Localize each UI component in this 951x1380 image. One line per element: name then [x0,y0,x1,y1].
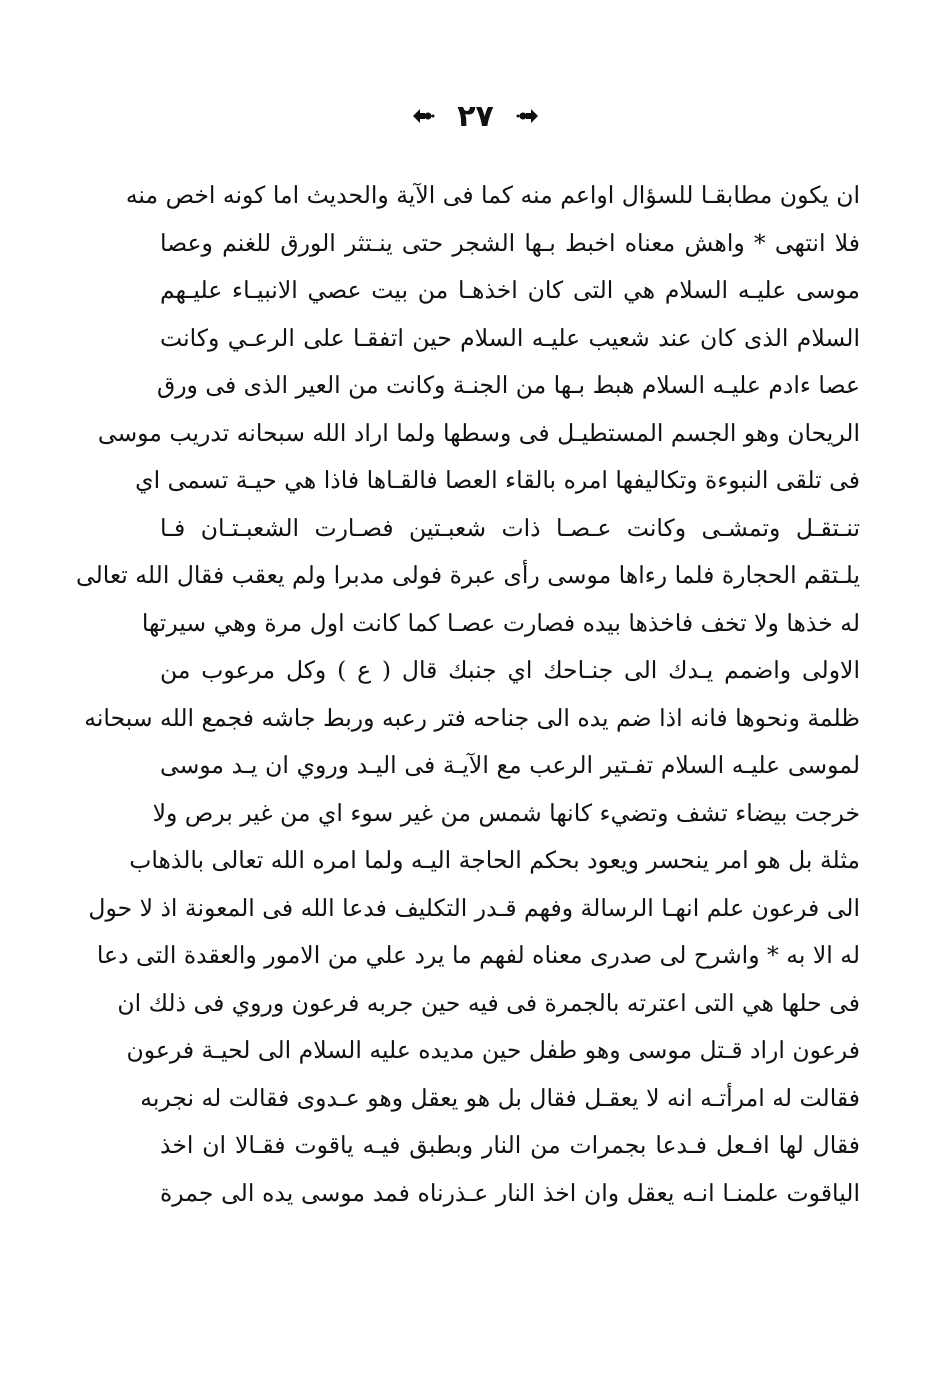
text-line: خرجت بيضاء تشف وتضيء كانها شمس من غير سوء اي من غير برص ولا [152,798,860,827]
page-header [0,96,951,136]
page-number: ٢٧ [457,98,494,134]
text-line: عصا ءادم عليـه السلام هبط بـها من الجنـة وكانت من العير الذى فى ورق [156,371,860,399]
text-line: لموسى عليـه السلام تفـتير الرعب مع الآيـة فى اليـد وروي ان يـد موسى [160,751,860,779]
text-line: الريحان وهو الجسم المستطيـل فى وسطها ولما اراد الله سبحانه تدريب موسى [97,418,860,447]
text-line: له الا به * واشرح لى صدرى معناه لفهم ما يرد علي من الامور والعقدة التى دعا [96,941,860,969]
text-line: فقالت له امرأتـه انه لا يعقـل فقال بل هو يعقل وهو عـدوى فقالت له نجربه [140,1083,860,1112]
text-line: ظلمة ونحوها فانه اذا ضم يده الى جناحه فتر رعبه وربط جاشه فجمع الله سبحانه [84,703,860,732]
text-line: ان يكون مطابقـا للسؤال اواعم منه كما فى الآية والحديث اما كونه اخص منه [125,181,860,209]
text-line: مثلة بل هو امر ينحسر ويعود بحكم الحاجة اليـه ولما امره الله تعالى بالذهاب [129,846,860,874]
text-line: السلام الذى كان عند شعيب عليـه السلام حين اتفقـا على الرعـي وكانت [160,323,860,352]
text-line: يلـتقم الحجارة فلما رءاها موسى رأى عبرة فولى مدبرا ولم يعقب فقال الله تعالى [76,561,860,589]
text-line: الاولى واضمم يـدك الى جنـاحك اي جنبك قال ( ع ) وكل مرعوب من [160,656,860,684]
text-line: موسى عليـه السلام هي التى كان اخذهـا من بيت عصي الانبيـاء عليـهم [160,276,860,304]
fleuron-icon [516,104,540,128]
text-line: تنـتقـل وتمشـى وكانت عـصـا ذات شعبـتين فصـارت الشعبـتـان فـا [160,513,860,542]
main-text [76,172,860,1217]
text-line: فى تلقى النبوءة وتكاليفها امره بالقاء العصا فالقـاها فاذا هي حيـة تسمى اي [135,466,860,494]
text-line: الى فرعون علم انهـا الرسالة وفهم قـدر التكليف فدعا الله فى المعونة اذ لا حول [88,893,860,922]
text-line: فى حلها هي التى اعترته بالجمرة فى فيه حين جربه فرعون وروي فى ذلك ان [117,988,860,1017]
text-line: فلا انتهى * واهش معناه اخبط بـها الشجر حتى ينـتثر الورق للغنم وعصا [160,228,860,257]
fleuron-icon [411,104,435,128]
text-line: الياقوت علمنـا انـه يعقل وان اخذ النار عـذرناه فمد موسى يده الى جمرة [160,1178,860,1207]
text-line: له خذها ولا تخف فاخذها بيده فصارت عصـا كما كانت اول مرة وهي سيرتها [141,608,860,637]
text-line: فرعون اراد قـتل موسى وهو طفل حين مديده عليه السلام الى لحيـة فرعون [126,1036,860,1064]
text-line: فقال لها افـعل فـدعا بجمرات من النار وبطبق فيـه ياقوت فقـالا ان اخذ [160,1131,860,1159]
